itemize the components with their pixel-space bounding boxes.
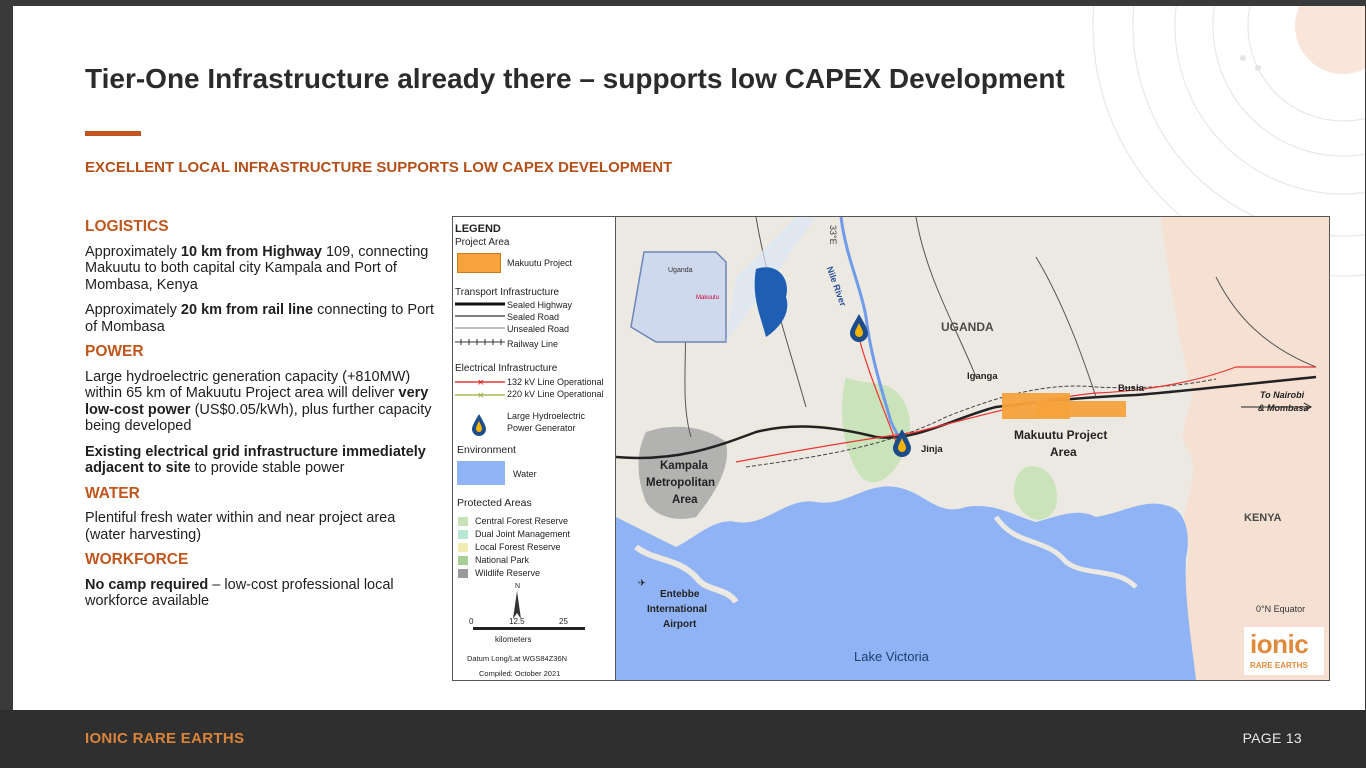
legend-electrical: Electrical Infrastructure [455,363,558,374]
label-kampala-3: Area [672,494,698,506]
legend-local-forest: Local Forest Reserve [475,542,561,552]
scale-mid: 12.5 [509,617,525,626]
inset-label-uganda: Uganda [668,267,693,274]
footer [0,710,1366,768]
swatch-wildlife [458,569,468,578]
label-makuutu-1: Makuutu Project [1014,428,1108,442]
water-heading: WATER [85,484,140,502]
north-label: N [515,583,521,590]
legend-132kv: 132 kV Line Operational [507,377,604,387]
label-uganda: UGANDA [941,320,994,334]
text-run-bold: 20 km from rail line [180,302,314,318]
text-run: – low-cost professional local workforce available [85,576,394,609]
legend-environment: Environment [457,444,516,456]
text-run: 109, connecting Makuutu to both capital city Kampala and Port of Mombasa, Kenya [85,243,429,293]
swatch-central-forest [458,517,468,526]
legend-title: LEGEND [455,223,501,235]
label-iganga: Iganga [967,371,998,382]
text-run: (US$0.05/kWh), plus further capacity being developed [85,401,432,434]
label-entebbe-2: International [647,604,708,615]
legend-hydro-line2: Power Generator [507,423,576,433]
label-equator: 0°N Equator [1256,604,1306,614]
legend-project-swatch [457,253,501,273]
scale-bar [473,627,585,634]
page-title: Tier-One Infrastructure already there – supports low CAPEX Development [85,63,1065,94]
logistics-highway-text [85,244,435,294]
workforce-heading: WORKFORCE [85,551,189,568]
legend-220kv: 220 kV Line Operational [507,389,604,399]
ionic-logo [1244,627,1324,675]
label-nile-river: Nile River [824,265,849,308]
workforce-text [85,577,435,610]
inset-label-makuutu: Makuutu [696,295,720,301]
logistics-rail-text [85,302,435,335]
text-run: Large hydroelectric generation capacity (+810MW) within 65 km of Makuutu Project area will deliver [85,368,411,401]
label-lake-victoria: Lake Victoria [854,649,929,664]
swatch-local-forest [458,543,468,552]
legend-sealed-highway: Sealed Highway [507,300,573,310]
legend-protected: Protected Areas [457,497,532,509]
legend-water-swatch [457,461,505,485]
legend-national-park: National Park [475,555,530,565]
label-kenya: KENYA [1244,512,1282,524]
label-kampala-2: Metropolitan [646,477,715,489]
legend-sealed-road: Sealed Road [507,312,560,322]
section-subtitle: EXCELLENT LOCAL INFRASTRUCTURE SUPPORTS LOW CAPEX DEVELOPMENT [85,159,673,176]
label-jinja: Jinja [921,444,943,455]
infrastructure-text [85,219,435,619]
text-run: connecting to Port of Mombasa [85,302,434,335]
airport-icon: ✈ [638,578,646,589]
map-legend [453,217,616,680]
text-run-bold: Existing electrical grid infrastructure immediately adjacent to site [85,443,426,476]
legend-dual-joint: Dual Joint Management [475,529,571,539]
legend-transport-lines [453,297,513,353]
text-run-bold: very low-cost power [85,385,429,418]
text-run-bold: 10 km from Highway [180,243,322,260]
swatch-national-park [458,556,468,565]
legend-unsealed-road: Unsealed Road [507,324,570,334]
power-grid-text [85,444,435,477]
compiled-note: Compiled: October 2021 [479,669,561,678]
power-hydro-text [85,369,435,435]
legend-project-area: Project Area [455,237,510,248]
logistics-heading: LOGISTICS [85,218,169,235]
label-kampala-1: Kampala [660,460,708,472]
legend-electrical-lines [453,375,513,405]
map-labels [616,217,1329,680]
hydro-drop-icon [471,413,487,437]
legend-transport: Transport Infrastructure [455,287,560,298]
legend-wildlife: Wildlife Reserve [475,568,541,578]
text-run: to provide stable power [190,460,345,476]
scale-max: 25 [559,617,568,626]
ionic-logo-tagline: RARE EARTHS [1250,661,1308,670]
legend-hydro-line1: Large Hydroelectric [507,411,586,421]
label-entebbe-3: Airport [663,619,697,630]
slide [13,6,1365,710]
title-underline [85,131,141,136]
label-meridian: 33°E [828,225,838,245]
footer-brand: IONIC RARE EARTHS [85,730,245,747]
power-heading: POWER [85,343,144,360]
label-nairobi-2: & Mombasa [1258,403,1309,413]
scale-zero: 0 [469,617,474,626]
legend-water: Water [513,469,537,479]
legend-central-forest: Central Forest Reserve [475,516,569,526]
legend-railway: Railway Line [507,339,559,349]
water-text: Plentiful fresh water within and near project area (water harvesting) [85,510,396,543]
text-run: Approximately [85,243,181,260]
svg-text:×: × [477,391,485,401]
scale-unit: kilometers [495,635,532,644]
svg-text:×: × [477,378,485,388]
label-nairobi-1: To Nairobi [1260,390,1305,400]
page-number: PAGE 13 [1242,730,1302,746]
datum-note: Datum Long/Lat WGS84Z36N [467,654,568,663]
project-location-map [452,216,1330,681]
label-busia: Busia [1118,383,1144,394]
label-entebbe-1: Entebbe [660,589,700,600]
legend-makuutu: Makuutu Project [507,258,573,268]
label-makuutu-2: Area [1050,445,1077,459]
text-run: Approximately [85,302,181,318]
ionic-logo-wordmark: ionic [1250,629,1309,659]
text-run-bold: No camp required [85,576,209,593]
swatch-dual-joint [458,530,468,539]
